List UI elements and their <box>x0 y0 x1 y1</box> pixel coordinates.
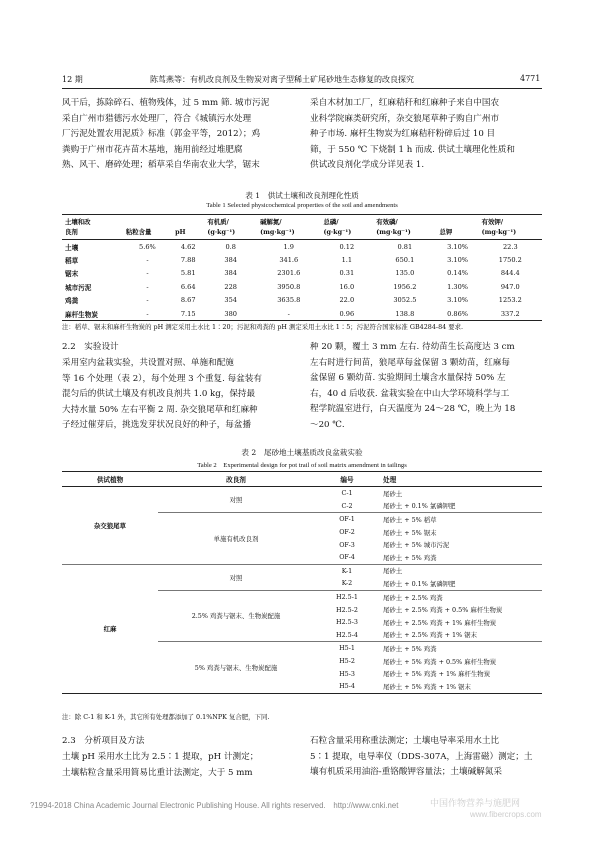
table1-cell: 4.62 <box>180 242 196 251</box>
table1-cell: 土壤 <box>65 243 79 252</box>
table2-treatment-cell: 尾砂土 <box>380 564 542 577</box>
table1-cell: 1.9 <box>283 242 295 251</box>
table2-row <box>62 564 542 577</box>
table1-cell: 5.6% <box>139 242 156 251</box>
table1-cell: 3.10% <box>447 256 469 265</box>
table1-cell: 1253.2 <box>498 296 522 305</box>
section-2-3-right <box>310 734 542 781</box>
table2-header: 编号 <box>314 472 380 487</box>
table1-cell: 0.12 <box>339 242 355 251</box>
table2-treatment-cell: 尾砂土 + 0.1% 氯磷钾肥 <box>383 502 456 511</box>
table1-cell: 844.4 <box>500 269 520 278</box>
table2-code-cell: C-2 <box>341 501 353 510</box>
table2-amendment-cell: 对照 <box>229 496 243 505</box>
table2-treatment-cell: 尾砂土 + 0.1% 氯磷钾肥 <box>383 579 456 588</box>
watermark-url: www.fibercrops.com <box>470 810 542 819</box>
table1-cell: 354 <box>224 296 238 305</box>
table1-cell: - <box>146 309 149 318</box>
table1-cell: 3635.8 <box>277 296 301 305</box>
table1-caption: 表 1 供试土壤和改良剂理化性质 <box>245 191 359 200</box>
table1-header: 总钾 <box>437 215 479 240</box>
table1-caption-en: Table 1 Selected physicochemical properties of the soil and amendments <box>206 202 398 209</box>
page-number: 4771 <box>520 74 541 83</box>
table2-treatment-cell: 尾砂土 + 5% 锯末 <box>383 528 437 537</box>
header-rule <box>62 88 542 89</box>
table2-code-cell: H5-2 <box>339 657 355 666</box>
table2-treatment-cell: 尾砂土 + 2.5% 鸡粪 + 1% 锯末 <box>383 631 478 640</box>
table1-header: 有效钾/ (mg·kg⁻¹) <box>479 215 542 240</box>
table2-amendment-cell: 单施有机改良剂 <box>158 513 314 564</box>
section-2-2-heading: 2.2 实验设计 <box>62 342 119 352</box>
table1-cell: 鸡粪 <box>65 297 79 306</box>
table2-code-cell: H5-3 <box>339 669 355 678</box>
table1-cell: 0.96 <box>339 309 355 318</box>
table2-body <box>62 487 542 694</box>
table2-header: 改良剂 <box>158 472 314 487</box>
table1-header: 有效磷/ (mg·kg⁻¹) <box>373 215 436 240</box>
table2-header: 处理 <box>380 472 542 487</box>
intro-left-column <box>62 96 294 174</box>
table2-code-cell: K-2 <box>341 579 353 588</box>
intro-left-text: 风干后，拣除碎石、植物残体，过 5 mm 筛. 城市污泥 采自广州市猎德污水处理厂，符合《城镇污水处理 厂污泥处置农用泥质》标准（郭金平等，2012）；鸡 粪购于广州市花卉苗木基地，施用前经过堆肥腐 熟、风干、磨碎处理；稻草采自华南农业大学，锯末 <box>62 98 270 171</box>
watermark-logo: 中国作物营养与施肥网 <box>430 798 521 808</box>
running-title: 陈茑燕等：有机改良剂及生物炭对离子型稀土矿尾砂地生态修复的改良探究 <box>150 75 414 84</box>
table1-cell: 1750.2 <box>498 256 522 265</box>
table1-cell: 3.10% <box>447 242 469 251</box>
table2-code-cell: OF-4 <box>339 553 355 562</box>
table1-header: 土壤和改 良剂 <box>62 215 123 240</box>
table2-code-cell: C-1 <box>341 489 353 498</box>
table1-cell: 16.0 <box>339 282 355 291</box>
table1-cell: - <box>146 269 149 278</box>
table2-caption-en: Table 2 Experimental design for pot trail of soil matrix amendment in tailings <box>197 462 407 469</box>
table1-cell: 稻草 <box>65 257 79 266</box>
table2-code-cell: H2.5-4 <box>336 630 358 639</box>
section-2-3-right-text: 石粒含量采用称重法测定；土壤电导率采用水土比 5∶1 提取，电导率仪（DDS-307A，上海雷磁）测定；土 壤有机质采用油浴-重铬酸钾容量法；土壤碱解氮采 <box>310 736 533 778</box>
table1-cell: 2301.6 <box>277 269 301 278</box>
table1-cell: 锯末 <box>65 270 79 279</box>
table2-treatment-cell: 尾砂土 + 2.5% 鸡粪 + 0.5% 麻杆生物炭 <box>383 606 503 615</box>
table2-plant-cell: 红麻 <box>62 564 158 693</box>
table1-row <box>62 280 542 293</box>
table1-cell: 城市污泥 <box>65 283 92 292</box>
table1-cell: 5.81 <box>180 269 196 278</box>
table2-code-cell: H2.5-3 <box>336 618 358 627</box>
table1-row <box>62 267 542 280</box>
table2-code-cell: OF-3 <box>339 540 355 549</box>
table1-cell: 7.15 <box>180 309 196 318</box>
table2-treatment-cell: 尾砂土 <box>383 489 403 498</box>
table1-cell: 0.31 <box>339 269 355 278</box>
table1-cell: 1.1 <box>341 256 353 265</box>
section-2-2-right <box>310 340 542 434</box>
table1-note: 注：稻草、锯末和麻杆生物炭的 pH 测定采用土水比 1∶20；污泥和鸡粪的 pH 测定采用土水比 1∶5；污泥符合国家标准 GB4284-84 要求. <box>62 323 464 331</box>
table2-treatment-cell: 尾砂土 + 5% 鸡粪 <box>380 642 542 655</box>
table2-amendment-cell: 对照 <box>158 564 314 590</box>
table1-header: 碱解氮/ (mg·kg⁻¹) <box>257 215 320 240</box>
table2-code-cell: OF-2 <box>339 528 355 537</box>
table1-cell: 6.64 <box>180 282 196 291</box>
table2-caption: 表 2 尾砂地土壤基质改良盆栽实验 <box>241 448 363 457</box>
table2-amendment-cell: 2.5% 鸡粪与锯末、生物炭配施 <box>158 590 314 641</box>
table2-row <box>62 487 542 500</box>
table2-header-row <box>62 472 542 487</box>
table2-code-cell: H2.5-2 <box>336 605 358 614</box>
table1-cell: 228 <box>224 282 238 291</box>
table2-treatment-cell: 尾砂土 + 5% 稻草 <box>380 513 542 526</box>
table1-cell: 380 <box>224 309 238 318</box>
table1-cell: 1.30% <box>447 282 469 291</box>
table1-cell: 8.67 <box>180 296 196 305</box>
table2-code-cell: K-1 <box>314 564 380 577</box>
intro-right-text: 采自木材加工厂，红麻秸秆和红麻种子来自中国农 业科学院麻类研究所，杂交狼尾草种子购自广州市 种子市场. 麻杆生物炭为红麻秸秆粉碎后过 10 目 筛，于 550 ℃ 下烧制 1 h 而成. 供试土壤理化性质和 供试改良剂化学成分详见表 1. <box>310 98 515 171</box>
section-2-2-right-text: 种 20 颗，覆土 3 mm 左右. 待幼苗生长高度达 3 cm 左右时进行间苗，狼尾草每盆保留 3 颗幼苗，红麻每 盆保留 6 颗幼苗. 实验期间土壤含水量保持 50% 左 右，40 d 后收获. 盆栽实验在中山大学环境科学与工 程学院温室进行，白天温度为 24～28 ℃，晚上为 18 ～20 ℃. <box>310 342 516 430</box>
table2-treatment-cell: 尾砂土 + 5% 鸡粪 + 1% 锯末 <box>383 682 471 691</box>
table1-cell: - <box>287 309 290 318</box>
table1-header: 有机质/ (g·kg⁻¹) <box>204 215 257 240</box>
intro-right-column <box>310 96 542 174</box>
table1-cell: 22.3 <box>502 242 518 251</box>
table1-cell: 337.2 <box>500 309 520 318</box>
table1-row <box>62 253 542 266</box>
copyright-footer: ?1994-2018 China Academic Journal Electronic Publishing House. All rights reserved. http://www.cnki.net <box>30 801 399 810</box>
table1-cell: 0.14% <box>447 269 469 278</box>
table2-header: 供试植物 <box>62 472 158 487</box>
table1-cell: 135.0 <box>395 269 415 278</box>
table1-row <box>62 307 542 321</box>
table1-header: 粘粒含量 <box>123 215 172 240</box>
table2-treatment-cell: 尾砂土 + 5% 鸡粪 <box>383 553 437 562</box>
table1-cell: 3950.8 <box>277 282 301 291</box>
table2-code-cell: H5-4 <box>339 682 355 691</box>
table1-cell: 384 <box>224 256 238 265</box>
section-2-3-left <box>62 750 294 781</box>
table1-cell: 7.88 <box>180 256 196 265</box>
table2-treatment-cell: 尾砂土 + 5% 城市污泥 <box>383 541 450 550</box>
table1-cell: 0.81 <box>397 242 413 251</box>
table2-treatment-cell: 尾砂土 + 2.5% 鸡粪 + 1% 麻杆生物炭 <box>383 618 497 627</box>
section-2-2-left-text: 采用室内盆栽实验，共设置对照、单施和配施 等 16 个处理（表 2），每个处理 3 个重复. 每盆装有 混匀后的供试土壤及有机改良剂共 1.0 kg，保持最 大持水量 50% 左右平衡 2 周. 杂交狼尾草和红麻种 子经过催芽后，挑选发芽状况良好的种子，每盆播 <box>62 358 262 431</box>
table1-cell: 341.6 <box>279 256 299 265</box>
table1-cell: 3.10% <box>447 296 469 305</box>
table2-code-cell: OF-1 <box>314 513 380 526</box>
table1-cell: 麻杆生物炭 <box>65 310 98 319</box>
journal-issue: 12 期 <box>62 75 83 84</box>
table1-cell: - <box>146 256 149 265</box>
table1-cell: 0.8 <box>225 242 236 251</box>
table1-body <box>62 240 542 321</box>
table1-row <box>62 240 542 254</box>
section-2-3-left-text: 土壤 pH 采用水土比为 2.5∶1 提取，pH 计测定； 土壤粘粒含量采用简易比重计法测定，大于 5 mm <box>62 752 259 778</box>
table1-cell: 138.8 <box>395 309 415 318</box>
table2-amendment-cell: 5% 鸡粪与锯末、生物炭配施 <box>158 642 314 693</box>
table1-cell: - <box>146 282 149 291</box>
table1-cell: 3052.5 <box>393 296 417 305</box>
table1-cell: 947.0 <box>500 282 520 291</box>
section-2-3-heading: 2.3 分析项目及方法 <box>62 736 145 746</box>
table1-cell: 384 <box>224 269 238 278</box>
table2-treatment-cell: 尾砂土 + 5% 鸡粪 + 1% 麻杆生物炭 <box>383 670 491 679</box>
table1-header: 总磷/ (g·kg⁻¹) <box>320 215 373 240</box>
table2-treatment-cell: 尾砂土 + 2.5% 鸡粪 <box>380 590 542 603</box>
table2-note: 注：除 C-1 和 K-1 外，其它所有处理都添加了 0.1%NPK 复合肥，下同. <box>62 713 270 721</box>
table1-cell: - <box>146 296 149 305</box>
table2-code-cell: H5-1 <box>314 642 380 655</box>
table1 <box>62 214 542 321</box>
table1-header-row <box>62 215 542 240</box>
table2-treatment-cell: 尾砂土 + 5% 鸡粪 + 0.5% 麻杆生物炭 <box>383 657 497 666</box>
table1-cell: 650.1 <box>395 256 415 265</box>
table1-header: pH <box>172 215 204 240</box>
table2 <box>62 471 542 694</box>
table2-code-cell: H2.5-1 <box>314 590 380 603</box>
table2-plant-cell: 杂交狼尾草 <box>94 521 126 530</box>
section-2-2-left <box>62 356 294 434</box>
table1-cell: 22.0 <box>339 296 355 305</box>
table1-cell: 1956.2 <box>393 282 417 291</box>
table1-cell: 0.86% <box>447 309 469 318</box>
table1-row <box>62 294 542 307</box>
